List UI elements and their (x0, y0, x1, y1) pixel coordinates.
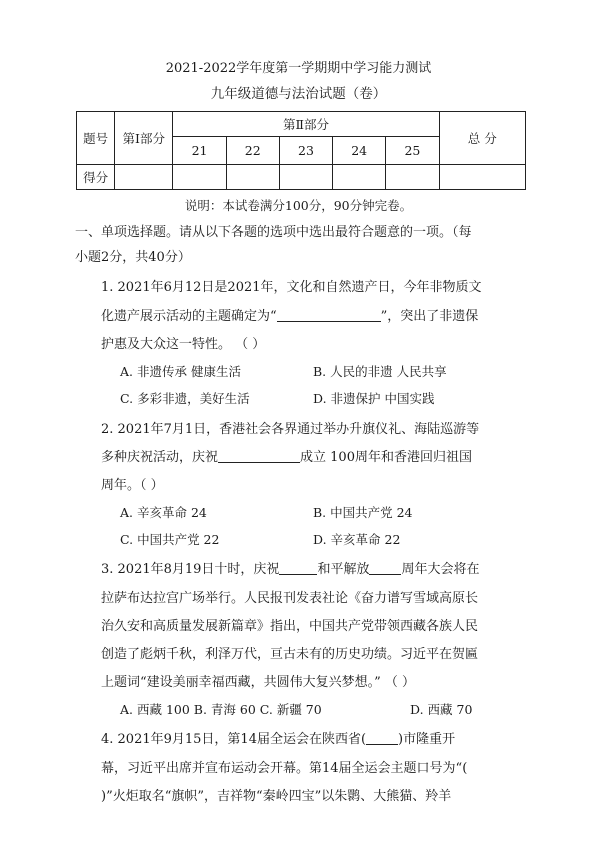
q1-stem-line2 (101, 305, 478, 324)
q2-option-d[interactable]: D. 辛亥革命 22 (313, 532, 401, 547)
q4-text: )市隆重开 (398, 732, 456, 747)
q4-stem (101, 728, 455, 747)
part1-header: 第Ⅰ部分 (115, 112, 173, 165)
score-cell[interactable] (115, 165, 173, 190)
score-table (76, 111, 526, 190)
q1-text: 化遗产展示活动的主题确定为“ (101, 309, 277, 324)
q1-option-b[interactable]: B. 人民的非遗 人民共享 (313, 364, 447, 379)
question-number-cell: 23 (279, 137, 332, 165)
section-heading: 一、单项选择题。请从以下各题的选项中选出最符合题意的一项。（每 (75, 225, 472, 240)
exam-subtitle: 九年级道德与法治试题（卷） (210, 86, 387, 102)
section-heading-cont: 小题2分，共40分） (75, 250, 191, 265)
score-cell[interactable] (333, 165, 386, 190)
score-cell[interactable] (226, 165, 279, 190)
q4-stem-line2: 幕，习近平出席并宣布运动会开幕。第14届全运会主题口号为“( (101, 761, 468, 776)
q2-option-c[interactable]: C. 中国共产党 22 (120, 532, 220, 547)
q4-blank[interactable] (366, 731, 398, 745)
q2-stem-line3: 周年。（ ） (101, 478, 164, 493)
q1-text: ”，突出了非遗保 (380, 309, 479, 324)
question-number-cell: 22 (226, 137, 279, 165)
q2-text: 成立 100周年和香港回归祖国 (300, 450, 472, 465)
q2-stem: 2. 2021年7月1日，香港社会各界通过举办升旗仪礼、海陆巡游等 (101, 422, 480, 437)
q2-stem-line2 (101, 446, 472, 465)
q2-option-b[interactable]: B. 中国共产党 24 (313, 505, 413, 520)
q3-stem (101, 558, 479, 577)
q2-text: 多种庆祝活动，庆祝 (101, 450, 219, 465)
q4-text: 4. 2021年9月15日，第14届全运会在陕西省( (101, 732, 367, 747)
q3-blank-1[interactable] (279, 561, 317, 575)
q3-stem-line2: 拉萨布达拉宫广场举行。人民报刊发表社论《奋力谱写雪域高原长 (101, 591, 479, 606)
score-cell[interactable] (439, 165, 525, 190)
row-label-score: 得分 (77, 165, 115, 190)
q4-stem-line3: )”火炬取名“旗帜”，吉祥物“秦岭四宝”以朱鹮、大熊猫、羚羊 (101, 789, 452, 804)
q3-stem-line5: 上题词“建设美丽幸福西藏，共圆伟大复兴梦想。” （ ） (101, 675, 416, 690)
q1-blank[interactable] (277, 308, 381, 322)
q1-option-d[interactable]: D. 非遗保护 中国实践 (313, 391, 435, 406)
q2-option-a[interactable]: A. 辛亥革命 24 (120, 505, 207, 520)
total-header: 总 分 (439, 112, 525, 165)
q1-option-a[interactable]: A. 非遗传承 健康生活 (120, 364, 241, 379)
exam-title: 2021-2022学年度第一学期期中学习能力测试 (165, 61, 432, 76)
q1-stem: 1. 2021年6月12日是2021年，文化和自然遗产日，今年非物质文 (101, 280, 482, 295)
q3-text: 周年大会将在 (401, 562, 480, 577)
score-cell[interactable] (386, 165, 439, 190)
q3-blank-2[interactable] (369, 561, 401, 575)
q3-option-d[interactable]: D. 西藏 70 (410, 702, 473, 717)
score-cell[interactable] (279, 165, 332, 190)
question-number-cell: 24 (333, 137, 386, 165)
q3-stem-line4: 创造了彪炳千秋，利泽万代，亘古未有的历史功绩。习近平在贺匾 (101, 647, 479, 662)
q3-options-abc[interactable]: A. 西藏 100 B. 青海 60 C. 新疆 70 (120, 702, 322, 717)
q3-text: 3. 2021年8月19日十时，庆祝 (101, 562, 280, 577)
q2-blank[interactable] (218, 449, 300, 463)
q3-text: 和平解放 (317, 562, 370, 577)
exam-note: 说明：本试卷满分100分，90分钟完卷。 (184, 198, 413, 213)
q1-stem-line3: 护惠及大众这一特性。 （ ） (101, 337, 266, 352)
question-number-cell: 25 (386, 137, 439, 165)
q1-option-c[interactable]: C. 多彩非遗，美好生活 (120, 391, 250, 406)
part2-header: 第Ⅱ部分 (173, 112, 439, 137)
row-label-question-no: 题号 (77, 112, 115, 165)
question-number-cell: 21 (173, 137, 226, 165)
score-cell[interactable] (173, 165, 226, 190)
q3-stem-line3: 治久安和高质量发展新篇章》指出，中国共产党带领西藏各族人民 (101, 619, 479, 634)
